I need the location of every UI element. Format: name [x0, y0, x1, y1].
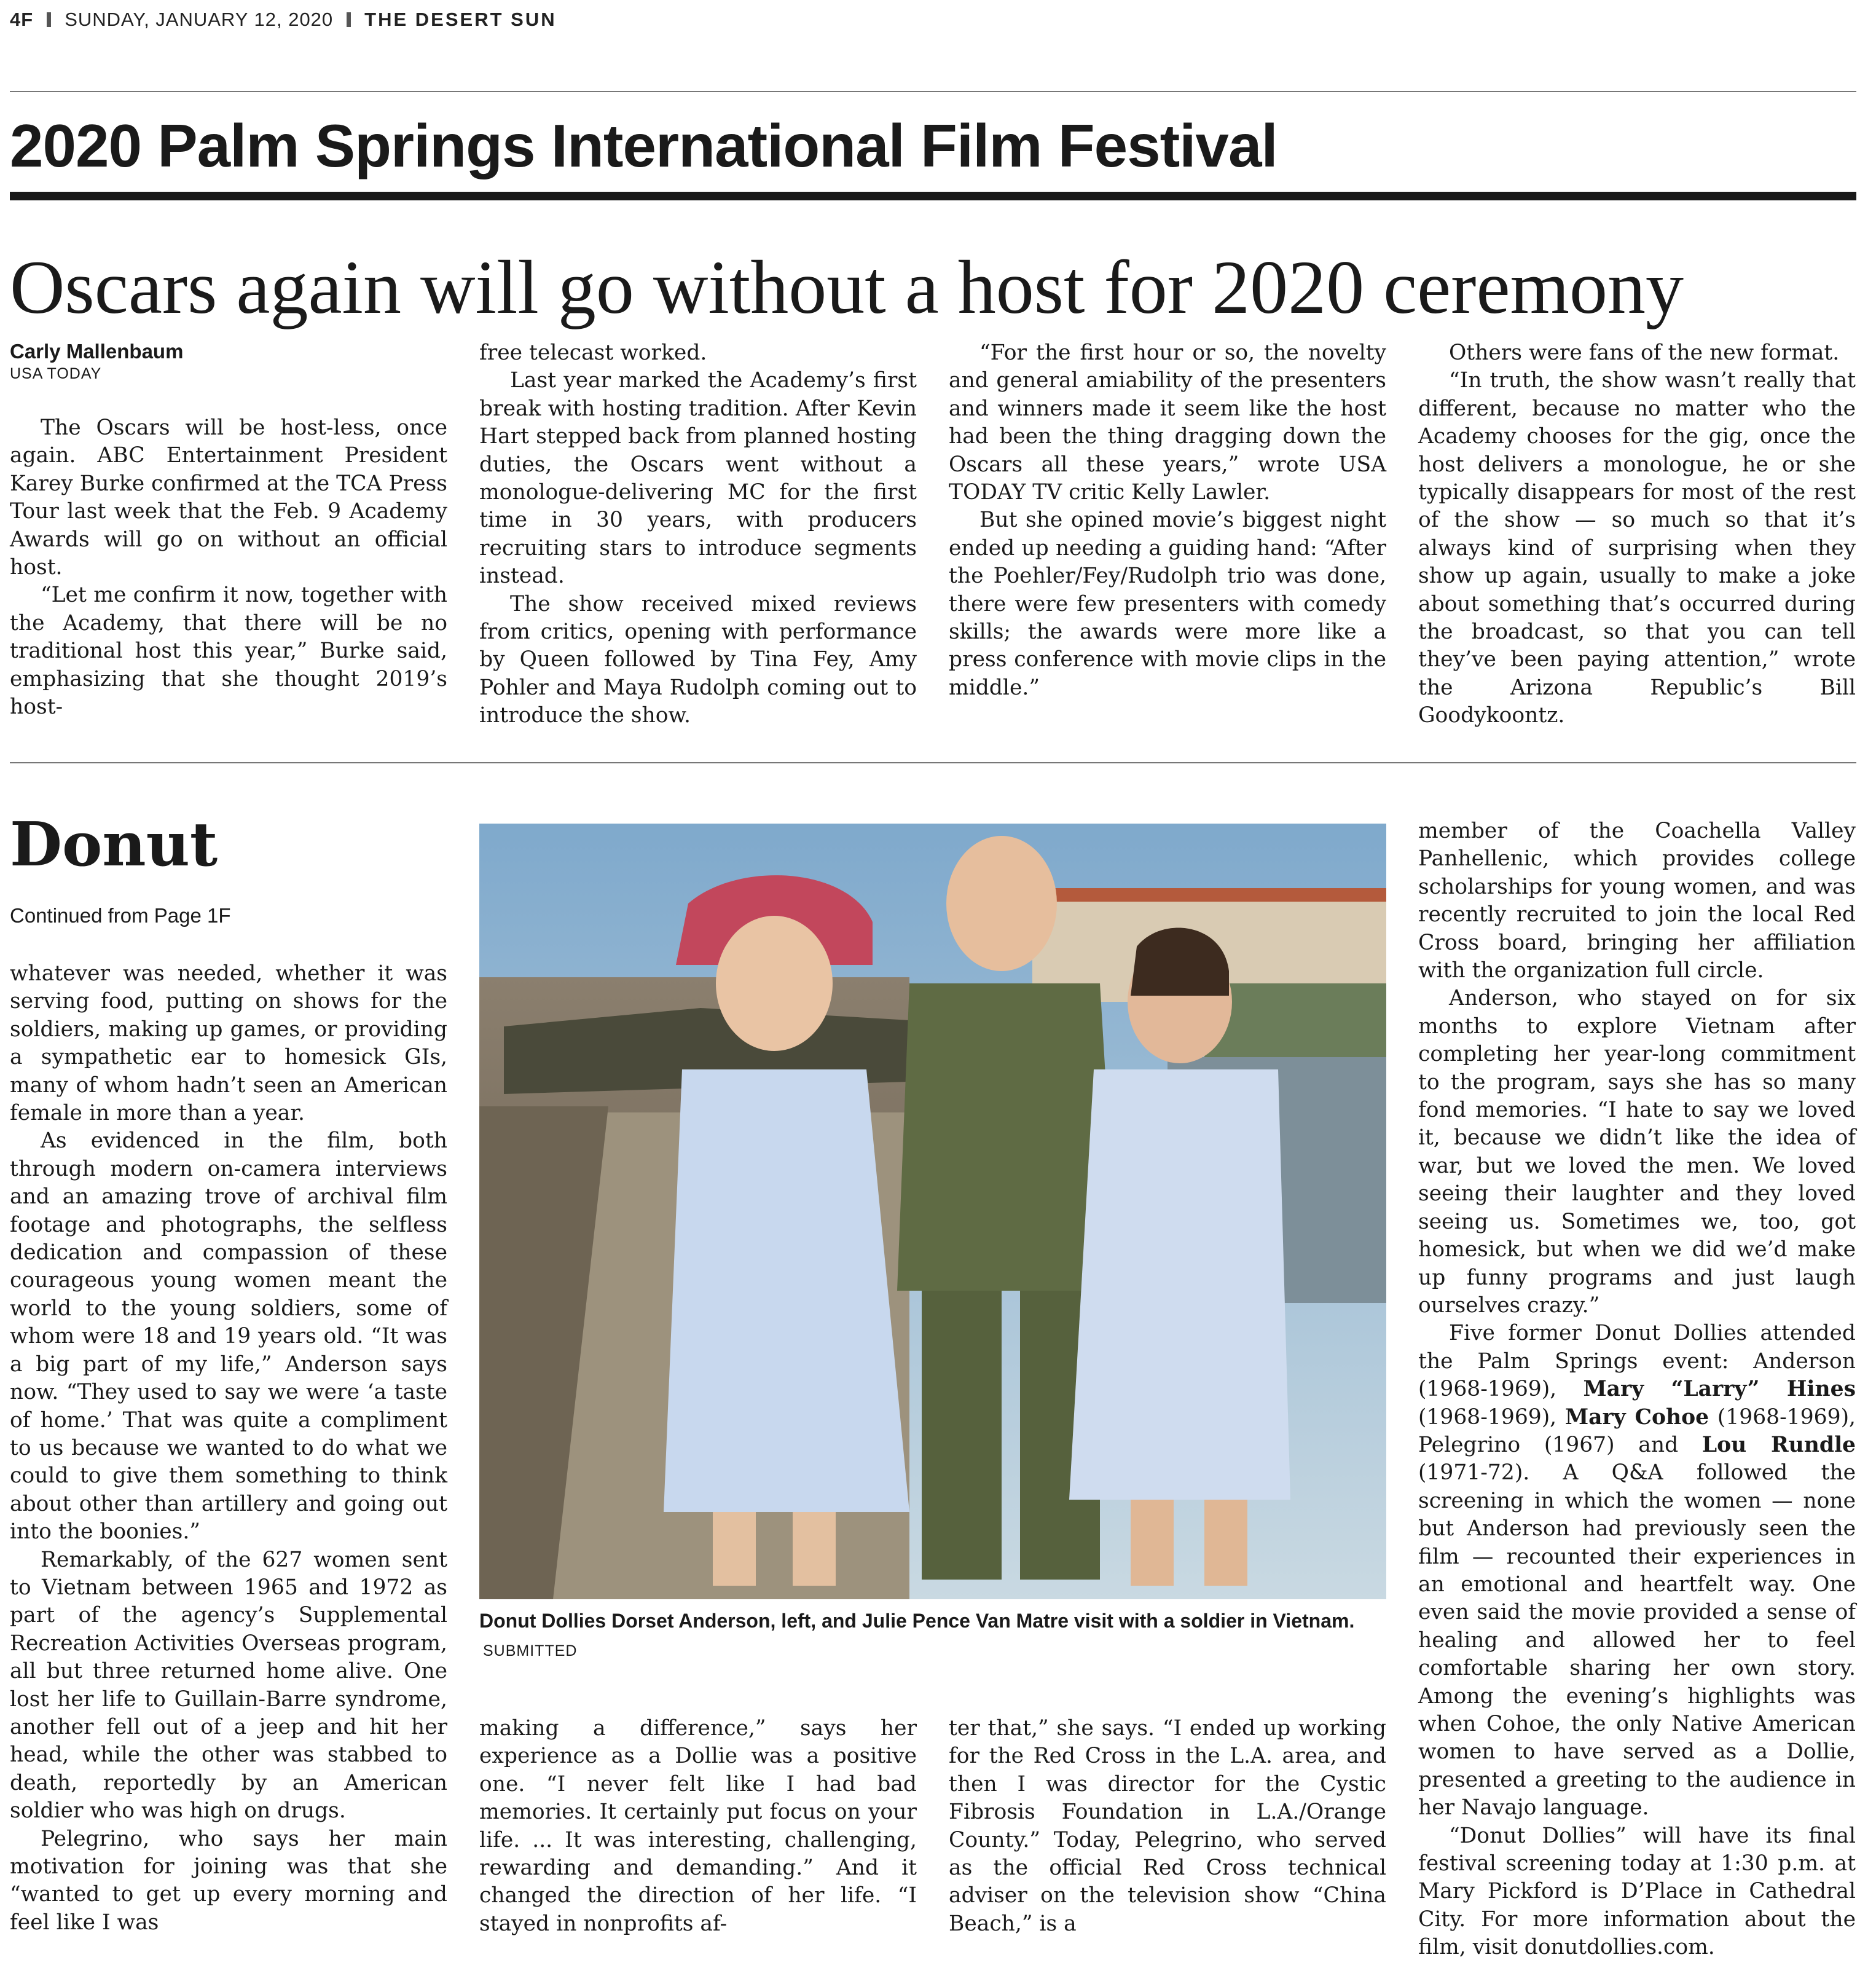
photo-credit: SUBMITTED — [483, 1642, 578, 1659]
issue-date: SUNDAY, JANUARY 12, 2020 — [65, 9, 334, 30]
article2-column-1 — [10, 960, 447, 1937]
article1-column-2 — [479, 339, 917, 730]
paragraph-text: (1968-1969), — [1418, 1404, 1565, 1430]
byline-affiliation: USA TODAY — [10, 365, 102, 382]
paragraph-text: (1971-72). A Q&A followed the screening in which the women — none but Anderson had previously seen the film — recounted their experiences in an emotional and heartfelt way. One even said the movie provided a sense of healing and allowed her to feel comfortable sharing her own story. Among the evening’s highlights was when Cohoe, the only Native American women to have served as a Dollie, presented a greeting to the audience in her Navajo language. — [1418, 1460, 1856, 1821]
paragraph-text: (1968-1969), Pelegrino (1967) and — [1418, 1404, 1856, 1457]
paragraph: Anderson, who stayed on for six months to explore Vietnam after completing her year-long commitment to the program, says she has so many fond memories. “I hate to say we loved it, because we didn’t like the idea of war, but we loved the men. We loved seeing their laughter and they loved seeing us. Sometimes we, too, got homesick, but when we did we’d make up funny programs and just laugh ourselves crazy.” — [1418, 986, 1856, 1318]
paragraph: “Donut Dollies” will have its final festival screening today at 1:30 p.m. at Mary Pickford is D’Place in Cathedral City. For more information about the film, visit donutdollies.com. — [1418, 1823, 1856, 1960]
page-folio — [10, 7, 557, 32]
paragraph: free telecast worked. — [479, 340, 707, 365]
article-headline: Oscars again will go without a host for 2020 ceremony — [10, 245, 1684, 329]
person-name: Mary Cohoe — [1564, 1404, 1709, 1430]
article2-column-4 — [1418, 817, 1856, 1962]
article2-column-2 — [479, 1715, 917, 1938]
photo-illustration — [479, 824, 1386, 1599]
paragraph — [1418, 1320, 1856, 1822]
paragraph-text: Five former Donut Dollies attended the Palm Springs event: Anderson (1968-1969), — [1418, 1321, 1856, 1402]
top-rule — [10, 91, 1856, 92]
article-divider — [10, 762, 1856, 763]
article-photo — [479, 824, 1386, 1599]
paragraph: making a difference,” says her experience as a Dollie was a positive one. “I never felt like I had bad memories. It certainly put focus on your life. ... It was interesting, challenging, rewarding and demanding.” And it changed the direction of her life. “I stayed in nonprofits af- — [479, 1716, 917, 1936]
jump-line: Continued from Page 1F — [10, 904, 231, 927]
paragraph: The show received mixed reviews from critics, opening with performance by Queen followed by Tina Fey, Amy Pohler and Maya Rudolph coming out to introduce the show. — [479, 591, 917, 728]
paragraph: Others were fans of the new format. — [1449, 340, 1840, 365]
byline: Carly Mallenbaum — [10, 340, 184, 363]
page-number: 4F — [10, 9, 34, 30]
newspaper-name: THE DESERT SUN — [364, 9, 557, 30]
folio-divider — [347, 12, 351, 27]
person-name: Mary “Larry” Hines — [1583, 1377, 1856, 1402]
paragraph: “In truth, the show wasn’t really that different, because no matter who the Academy chooses for the gig, once the host delivers a monologue, he or she typically disappears for most of the rest of the show — so much so that it’s always kind of surprising when they show up again, usually to make a joke about something that’s occurred during the broadcast, so that you can tell they’ve been paying attention,” wrote the Arizona Republic’s Bill Goodykoontz. — [1418, 368, 1856, 728]
paragraph: But she opined movie’s biggest night ended up needing a guiding hand: “After the Poehler/Fey/Rudolph trio was done, there were few presenters with comedy skills; the awards were more like a press conference with movie clips in the middle.” — [949, 508, 1386, 700]
article1-column-4 — [1418, 339, 1856, 730]
paragraph: The Oscars will be host-less, once again. ABC Entertainment President Karey Burke confirmed at the TCA Press Tour last week that the Feb. 9 Academy Awards will go on without an official host. — [10, 415, 447, 580]
article2-column-3 — [949, 1715, 1386, 1938]
article-headline: Donut — [10, 809, 218, 880]
paragraph: As evidenced in the film, both through modern on-camera interviews and an amazing trove of archival film footage and photographs, the selfless dedication and compassion of these courageous young women meant the world to the young soldiers, some of whom were 18 and 19 years old. “It was a big part of my life,” Anderson says now. “They used to say we were ‘a taste of home.’ That was quite a compliment to us because we wanted to do what we could to give them something to think about other than artillery and going out into the boonies.” — [10, 1128, 447, 1545]
paragraph: whatever was needed, whether it was serving food, putting on shows for the soldiers, making up games, or providing a sympathetic ear to homesick GIs, many of whom hadn’t seen an American female in more than a year. — [10, 961, 447, 1126]
article1-column-3 — [949, 339, 1386, 702]
paragraph: member of the Coachella Valley Panhellenic, which provides college scholarships for young women, and was recently recruited to join the local Red Cross board, bringing her affiliation with the organization full circle. — [1418, 819, 1856, 983]
photo-caption — [479, 1607, 1386, 1665]
article1-column-1 — [10, 339, 447, 721]
person-name: Lou Rundle — [1701, 1432, 1856, 1457]
paragraph: Remarkably, of the 627 women sent to Vietnam between 1965 and 1972 as part of the agency’s Supplemental Recreation Activities Overseas program, all but three returned home alive. One lost her life to Guillain-Barre syndrome, another fell out of a jeep and hit her head, while the other was stabbed to death, reportedly by an American soldier who was high on drugs. — [10, 1547, 447, 1824]
section-title: 2020 Palm Springs International Film Festival — [10, 112, 1277, 179]
paragraph: Pelegrino, who says her main motivation for joining was that she “wanted to get up every morning and feel like I was — [10, 1826, 447, 1935]
paragraph: ter that,” she says. “I ended up working for the Red Cross in the L.A. area, and then I was director for the Cystic Fibrosis Foundation in L.A./Orange County.” Today, Pelegrino, who served as the official Red Cross technical adviser on the television show “China Beach,” is a — [949, 1716, 1386, 1936]
paragraph: “Let me confirm it now, together with the Academy, that there will be no traditional host this year,” Burke said, emphasizing that she thought 2019’s host- — [10, 583, 447, 720]
paragraph: “For the first hour or so, the novelty and general amiability of the presenters and winners made it seem like the host had been the thing dragging down the Oscars all these years,” wrote USA TODAY TV critic Kelly Lawler. — [949, 340, 1386, 505]
folio-divider — [47, 12, 51, 27]
paragraph: Last year marked the Academy’s first break with hosting tradition. After Kevin Hart stepped back from planned hosting duties, the Oscars went without a monologue-delivering MC for the first time in 30 years, with producers recruiting stars to introduce segments instead. — [479, 368, 917, 589]
caption-text: Donut Dollies Dorset Anderson, left, and Julie Pence Van Matre visit with a soldier in Vietnam. — [479, 1610, 1355, 1632]
section-rule — [10, 192, 1856, 200]
